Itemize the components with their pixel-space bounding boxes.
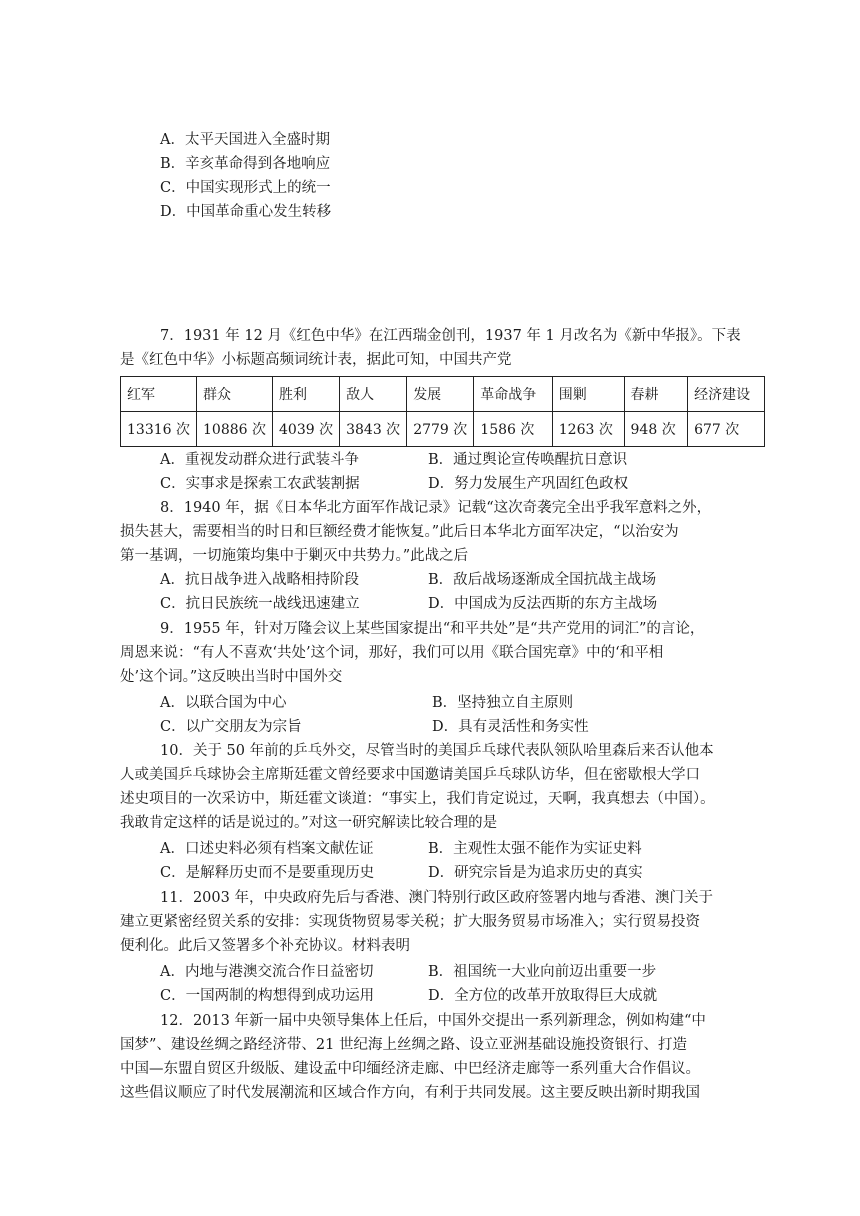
q6-option-a: A．太平天国进入全盛时期 <box>160 132 330 148</box>
table-cell: 1263 次 <box>552 412 624 447</box>
q7-frequency-table <box>120 376 765 447</box>
q7-option-c: C．实事求是探索工农武装割据 <box>160 476 360 492</box>
table-cell: 677 次 <box>688 412 765 447</box>
q7-stem-line-1: 7．1931 年 12 月《红色中华》在江西瑞金创刊，1937 年 1 月改名为《新中华报》。下表 <box>160 328 741 344</box>
q11-option-a: A．内地与港澳交流合作日益密切 <box>160 964 374 980</box>
table-cell: 革命战争 <box>474 377 552 412</box>
q7-option-d: D．努力发展生产巩固红色政权 <box>428 476 629 492</box>
q7-stem-line-2: 是《红色中华》小标题高频词统计表，据此可知，中国共产党 <box>120 352 512 368</box>
q9-stem-line-3: 处’这个词。”这反映出当时中国外交 <box>120 669 343 685</box>
q8-stem-line-2: 损失甚大，需要相当的时日和巨额经费才能恢复。”此后日本华北方面军决定，“以治安为 <box>120 524 679 540</box>
table-cell: 春耕 <box>624 377 688 412</box>
table-cell: 群众 <box>197 377 273 412</box>
table-cell: 红军 <box>121 377 197 412</box>
table-cell: 4039 次 <box>273 412 340 447</box>
table-count-row <box>121 412 765 447</box>
q9-stem-line-2: 周恩来说：“有人不喜欢‘共处’这个词，那好，我们可以用《联合国宪章》中的‘和平相 <box>120 645 664 661</box>
q9-option-a: A．以联合国为中心 <box>160 695 287 711</box>
q9-stem-line-1: 9．1955 年，针对万隆会议上某些国家提出“和平共处”是“共产党用的词汇”的言论， <box>160 621 705 637</box>
q10-option-b: B．主观性太强不能作为实证史料 <box>428 841 642 857</box>
table-cell: 2779 次 <box>407 412 474 447</box>
q6-option-c: C．中国实现形式上的统一 <box>160 180 331 196</box>
q11-stem-line-3: 便利化。此后又签署多个补充协议。材料表明 <box>120 938 410 954</box>
table-cell: 敌人 <box>340 377 407 412</box>
q12-stem-line-3: 中国—东盟自贸区升级版、建设孟中印缅经济走廊、中巴经济走廊等一系列重大合作倡议。 <box>120 1061 700 1077</box>
q10-stem-line-3: 述史项目的一次采访中，斯廷霍文谈道：“事实上，我们肯定说过，天啊，我真想去（中国）。 <box>120 791 715 807</box>
q12-stem-line-1: 12．2013 年新一届中央领导集体上任后，中国外交提出一系列新理念，例如构建“中 <box>160 1013 706 1029</box>
q7-option-b: B．通过舆论宣传唤醒抗日意识 <box>428 452 628 468</box>
q10-stem-line-1: 10．关于 50 年前的乒乓外交，尽管当时的美国乒乓球代表队领队哈里森后来否认他本 <box>160 743 714 759</box>
q11-stem-line-1: 11．2003 年，中央政府先后与香港、澳门特别行政区政府签署内地与香港、澳门关于 <box>160 890 713 906</box>
table-header-row <box>121 377 765 412</box>
q11-option-d: D．全方位的改革开放取得巨大成就 <box>428 988 658 1004</box>
q8-option-a: A．抗日战争进入战略相持阶段 <box>160 572 359 588</box>
q6-option-b: B．辛亥革命得到各地响应 <box>160 156 331 172</box>
q8-option-b: B．敌后战场逐渐成全国抗战主战场 <box>428 572 657 588</box>
q10-option-a: A．口述史料必须有档案文献佐证 <box>160 841 374 857</box>
q10-stem-line-2: 人或美国乒乓球协会主席斯廷霍文曾经要求中国邀请美国乒乓球队访华，但在密歇根大学口 <box>120 767 700 783</box>
q6-option-d: D．中国革命重心发生转移 <box>160 204 332 220</box>
table-cell: 948 次 <box>624 412 688 447</box>
q11-stem-line-2: 建立更紧密经贸关系的安排：实现货物贸易零关税；扩大服务贸易市场准入；实行贸易投资 <box>120 914 700 930</box>
table-cell: 10886 次 <box>197 412 273 447</box>
q8-option-d: D．中国成为反法西斯的东方主战场 <box>428 596 658 612</box>
table-cell: 3843 次 <box>340 412 407 447</box>
q10-option-c: C．是解释历史而不是要重现历史 <box>160 865 375 881</box>
q9-option-d: D．具有灵活性和务实性 <box>432 719 589 735</box>
q7-option-a: A．重视发动群众进行武装斗争 <box>160 452 359 468</box>
table-cell: 经济建设 <box>688 377 765 412</box>
q11-option-c: C．一国两制的构想得到成功运用 <box>160 988 375 1004</box>
q8-stem-line-3: 第一基调，一切施策均集中于剿灭中共势力。”此战之后 <box>120 548 469 564</box>
table-cell: 胜利 <box>273 377 340 412</box>
q12-stem-line-4: 这些倡议顺应了时代发展潮流和区域合作方向，有利于共同发展。这主要反映出新时期我国 <box>120 1085 700 1101</box>
q11-option-b: B．祖国统一大业向前迈出重要一步 <box>428 964 657 980</box>
table-cell: 围剿 <box>552 377 624 412</box>
table-cell: 13316 次 <box>121 412 197 447</box>
q9-option-b: B．坚持独立自主原则 <box>432 695 574 711</box>
q8-option-c: C．抗日民族统一战线迅速建立 <box>160 596 360 612</box>
table-cell: 1586 次 <box>474 412 552 447</box>
q8-stem-line-1: 8．1940 年，据《日本华北方面军作战记录》记载“这次奇袭完全出乎我军意料之外， <box>160 500 712 516</box>
table-cell: 发展 <box>407 377 474 412</box>
q12-stem-line-2: 国梦”、建设丝绸之路经济带、21 世纪海上丝绸之路、设立亚洲基础设施投资银行、打造 <box>120 1037 687 1053</box>
q9-option-c: C．以广交朋友为宗旨 <box>160 719 302 735</box>
q10-option-d: D．研究宗旨是为追求历史的真实 <box>428 865 643 881</box>
q10-stem-line-4: 我敢肯定这样的话是说过的。”对这一研究解读比较合理的是 <box>120 815 498 831</box>
